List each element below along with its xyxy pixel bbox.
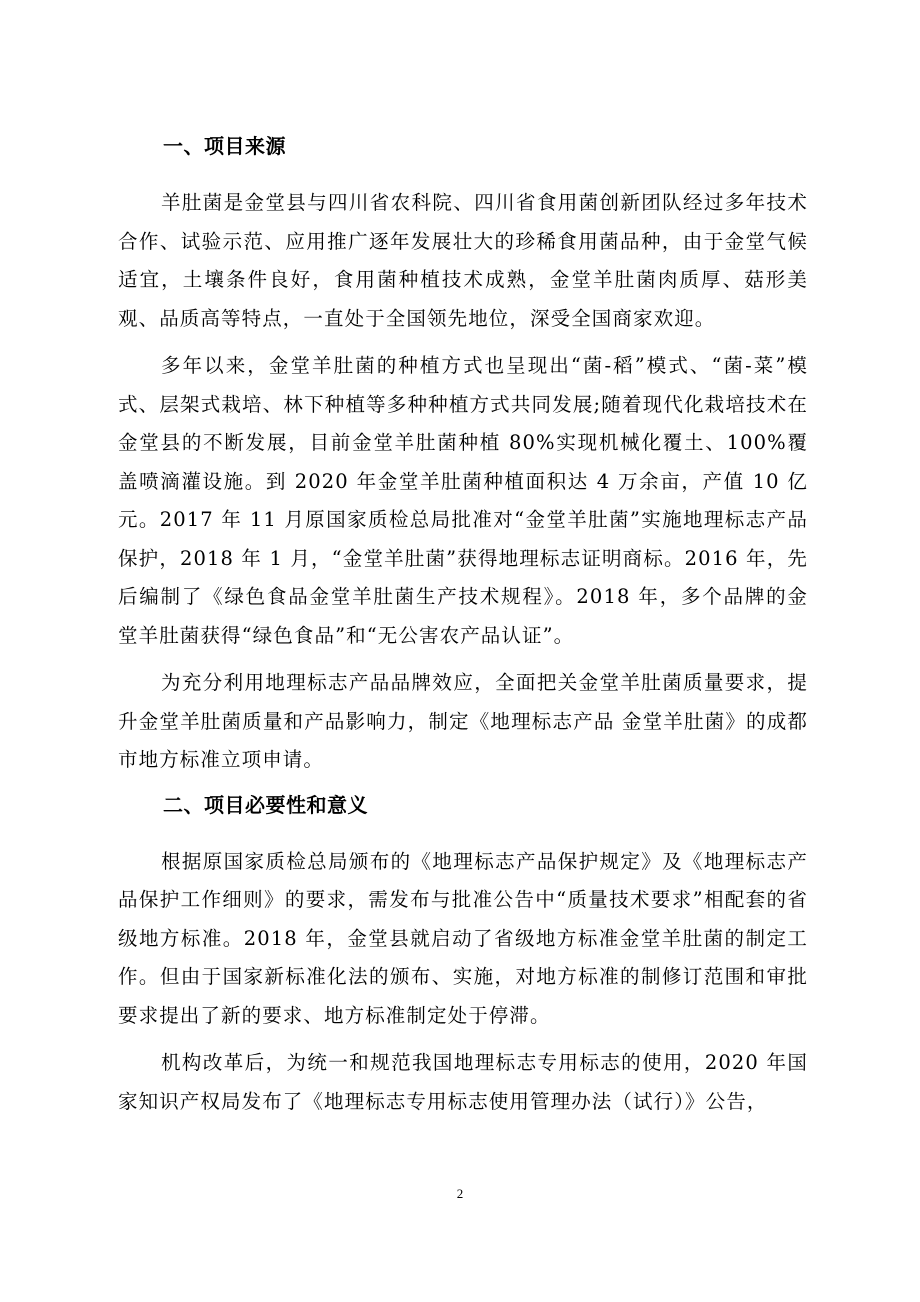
paragraph: 多年以来，金堂羊肚菌的种植方式也呈现出“菌-稻”模式、“菌-菜”模式、层架式栽培、林下种植等多种种植方式共同发展;随着现代化栽培技术在金堂县的不断发展，目前金堂羊肚菌种植 80%实现机械化覆土、100%覆盖喷滴灌设施。到 2020 年金堂羊肚菌种植面积达 4 万余亩，产值 10 亿元。2017 年 11 月原国家质检总局批准对“金堂羊肚菌”实施地理标志产品保护，2018 年 1 月，“金堂羊肚菌”获得地理标志证明商标。2016 年，先后编制了《绿色食品金堂羊肚菌生产技术规程》。2018 年，多个品牌的金堂羊肚菌获得“绿色食品”和“无公害农产品认证”。 <box>118 354 808 647</box>
paragraph: 为充分利用地理标志产品品牌效应，全面把关金堂羊肚菌质量要求，提升金堂羊肚菌质量和产品影响力，制定《地理标志产品 金堂羊肚菌》的成都市地方标准立项申请。 <box>118 671 808 771</box>
section-heading-necessity: 二、项目必要性和意义 <box>163 792 368 817</box>
section-heading-project-source: 一、项目来源 <box>163 134 286 158</box>
paragraph: 根据原国家质检总局颁布的《地理标志产品保护规定》及《地理标志产品保护工作细则》的要求，需发布与批准公告中“质量技术要求”相配套的省级地方标准。2018 年，金堂县就启动了省级地方标准金堂羊肚菌的制定工作。但由于国家新标准化法的颁布、实施，对地方标准的制修订范围和审批要求提出了新的要求、地方标准制定处于停滞。 <box>118 849 808 1027</box>
document-body <box>118 130 808 1130</box>
paragraph: 机构改革后，为统一和规范我国地理标志专用标志的使用，2020 年国家知识产权局发布了《地理标志专用标志使用管理办法（试行）》公告， <box>118 1051 808 1113</box>
page-number: 2 <box>456 1186 464 1201</box>
paragraph: 羊肚菌是金堂县与四川省农科院、四川省食用菌创新团队经过多年技术合作、试验示范、应用推广逐年发展壮大的珍稀食用菌品种，由于金堂气候适宜，土壤条件良好，食用菌种植技术成熟，金堂羊肚菌肉质厚、菇形美观、品质高等特点，一直处于全国领先地位，深受全国商家欢迎。 <box>118 191 808 330</box>
